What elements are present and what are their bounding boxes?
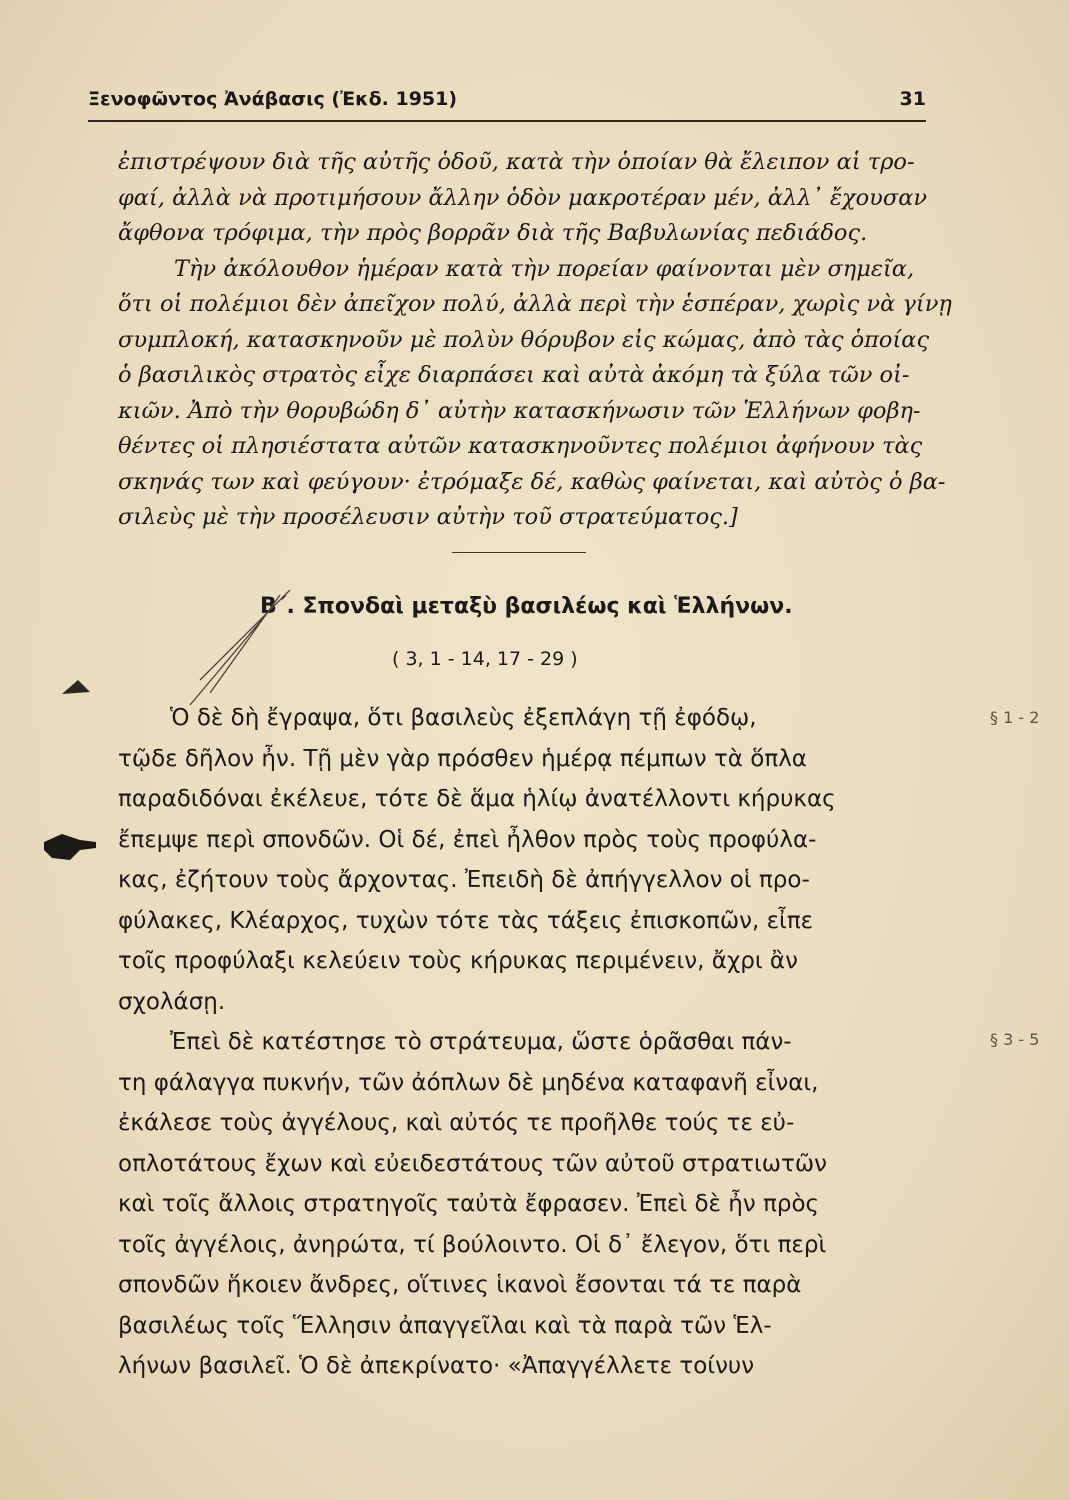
margin-note-2: § 3 - 5 [990, 1030, 1040, 1049]
section-divider [452, 552, 586, 553]
text-line: ἔπεμψε περὶ σπονδῶν. Οἱ δέ, ἐπεὶ ἦλθον πρὸς τοὺς προφύλα- [118, 826, 817, 853]
text-line: Ἐπεὶ δὲ κατέστησε τὸ στράτευμα, ὥστε ὁρᾶσθαι πάν- [170, 1029, 792, 1055]
commentary-line: ἄφθονα τρόφιμα, τὴν πρὸς βορρᾶν διὰ τῆς Βαβυλωνίας πεδιάδος. [118, 220, 868, 246]
header-rule [88, 120, 926, 122]
text-line: κας, ἐζήτουν τοὺς ἄρχοντας. Ἐπειδὴ δὲ ἀπήγγελλον οἱ προ- [118, 867, 810, 893]
commentary-line: ὅτι οἱ πολέμιοι δὲν ἀπεῖχον πολύ, ἀλλὰ περὶ τὴν ἑσπέραν, χωρὶς νὰ γίνῃ [118, 291, 952, 317]
commentary-line: ὁ βασιλικὸς στρατὸς εἶχε διαρπάσει καὶ αὐτὰ ἀκόμη τὰ ξύλα τῶν οἰ- [118, 362, 910, 388]
pencil-mark-icon [170, 585, 300, 715]
text-line: καὶ τοῖς ἄλλοις στρατηγοῖς ταὐτὰ ἔφρασεν. Ἐπεὶ δὲ ἦν πρὸς [118, 1191, 820, 1217]
text-line: παραδιδόναι ἐκέλευε, τότε δὲ ἅμα ἡλίῳ ἀνατέλλοντι κήρυκας [118, 786, 836, 812]
text-line: οπλοτάτους ἔχων καὶ εὐειδεστάτους τῶν αὐτοῦ στρατιωτῶν [118, 1150, 827, 1177]
text-line: τοῖς προφύλαξι κελεύειν τοὺς κήρυκας περιμένειν, ἄχρι ἂν [118, 948, 798, 974]
commentary-line: θέντες οἱ πλησιέστατα αὐτῶν κατασκηνοῦντες πολέμιοι ἀφήνουν τὰς [118, 433, 923, 459]
commentary-line: ἐπιστρέψουν διὰ τῆς αὐτῆς ὁδοῦ, κατὰ τὴν ὁποίαν θὰ ἔλειπον αἱ τρο- [118, 149, 915, 175]
text-line: λήνων βασιλεῖ. Ὁ δὲ ἀπεκρίνατο· «Ἀπαγγέλλετε τοίνυν [118, 1353, 755, 1379]
commentary-line: σκηνάς των καὶ φεύγουν· ἐτρόμαξε δέ, καθὼς φαίνεται, καὶ αὐτὸς ὁ βα- [118, 468, 946, 495]
arrow-mark-icon [60, 676, 94, 698]
margin-note-1: § 1 - 2 [990, 708, 1040, 727]
text-line: σχολάσῃ. [118, 988, 226, 1015]
section-title: Β΄. Σπονδαὶ μεταξὺ βασιλέως καὶ Ἑλλήνων. [260, 594, 793, 619]
commentary-line: Τὴν ἀκόλουθον ἡμέραν κατὰ τὴν πορείαν φαίνονται μὲν σημεῖα, [174, 255, 915, 282]
text-line: τη φάλαγγα πυκνήν, τῶν ἀόπλων δὲ μηδένα καταφανῆ εἶναι, [118, 1069, 819, 1096]
commentary-paragraph [118, 145, 952, 536]
text-line: τῷδε δῆλον ἦν. Τῇ μὲν γὰρ πρόσθεν ἡμέρᾳ πέμπων τὰ ὅπλα [118, 745, 807, 772]
text-line: ἐκάλεσε τοὺς ἀγγέλους, καὶ αὐτός τε προῆλθε τούς τε εὐ- [118, 1110, 795, 1136]
commentary-line: σιλεὺς μὲ τὴν προσέλευσιν αὐτὴν τοῦ στρατεύματος.] [118, 504, 738, 530]
hand-pointer-icon [40, 828, 100, 864]
text-line: Ὁ δὲ δὴ ἔγραψα, ὅτι βασιλεὺς ἐξεπλάγη τῇ ἐφόδῳ, [170, 705, 757, 731]
text-line: φύλακες, Κλέαρχος, τυχὼν τότε τὰς τάξεις ἐπισκοπῶν, εἶπε [118, 907, 814, 934]
commentary-line: συμπλοκή, κατασκηνοῦν μὲ πολὺν θόρυβον εἰς κώμας, ἀπὸ τὰς ὁποίας [118, 326, 930, 353]
commentary-line: κιῶν. Ἀπὸ τὴν θορυβώδη δ᾽ αὐτὴν κατασκήνωσιν τῶν Ἑλλήνων φοβη- [118, 397, 921, 424]
text-line: βασιλέως τοῖς Ἕλλησιν ἀπαγγεῖλαι καὶ τὰ παρὰ τῶν Ἑλ- [118, 1312, 772, 1339]
page-number: 31 [899, 88, 926, 110]
greek-text [118, 698, 930, 1387]
running-title: Ξενοφῶντος Ἀνάβασις (Ἐκδ. 1951) [88, 88, 458, 110]
section-reference: ( 3, 1 - 14, 17 - 29 ) [392, 648, 578, 670]
text-line: σπονδῶν ἥκοιεν ἄνδρες, οἵτινες ἱκανοὶ ἔσονται τά τε παρὰ [118, 1272, 802, 1298]
commentary-line: φαί, ἀλλὰ νὰ προτιμήσουν ἄλλην ὁδὸν μακροτέραν μέν, ἀλλ᾽ ἔχουσαν [118, 184, 928, 211]
text-line: τοῖς ἀγγέλοις, ἀνηρώτα, τί βούλοιντο. Οἱ δ᾽ ἔλεγον, ὅτι περὶ [118, 1231, 827, 1258]
